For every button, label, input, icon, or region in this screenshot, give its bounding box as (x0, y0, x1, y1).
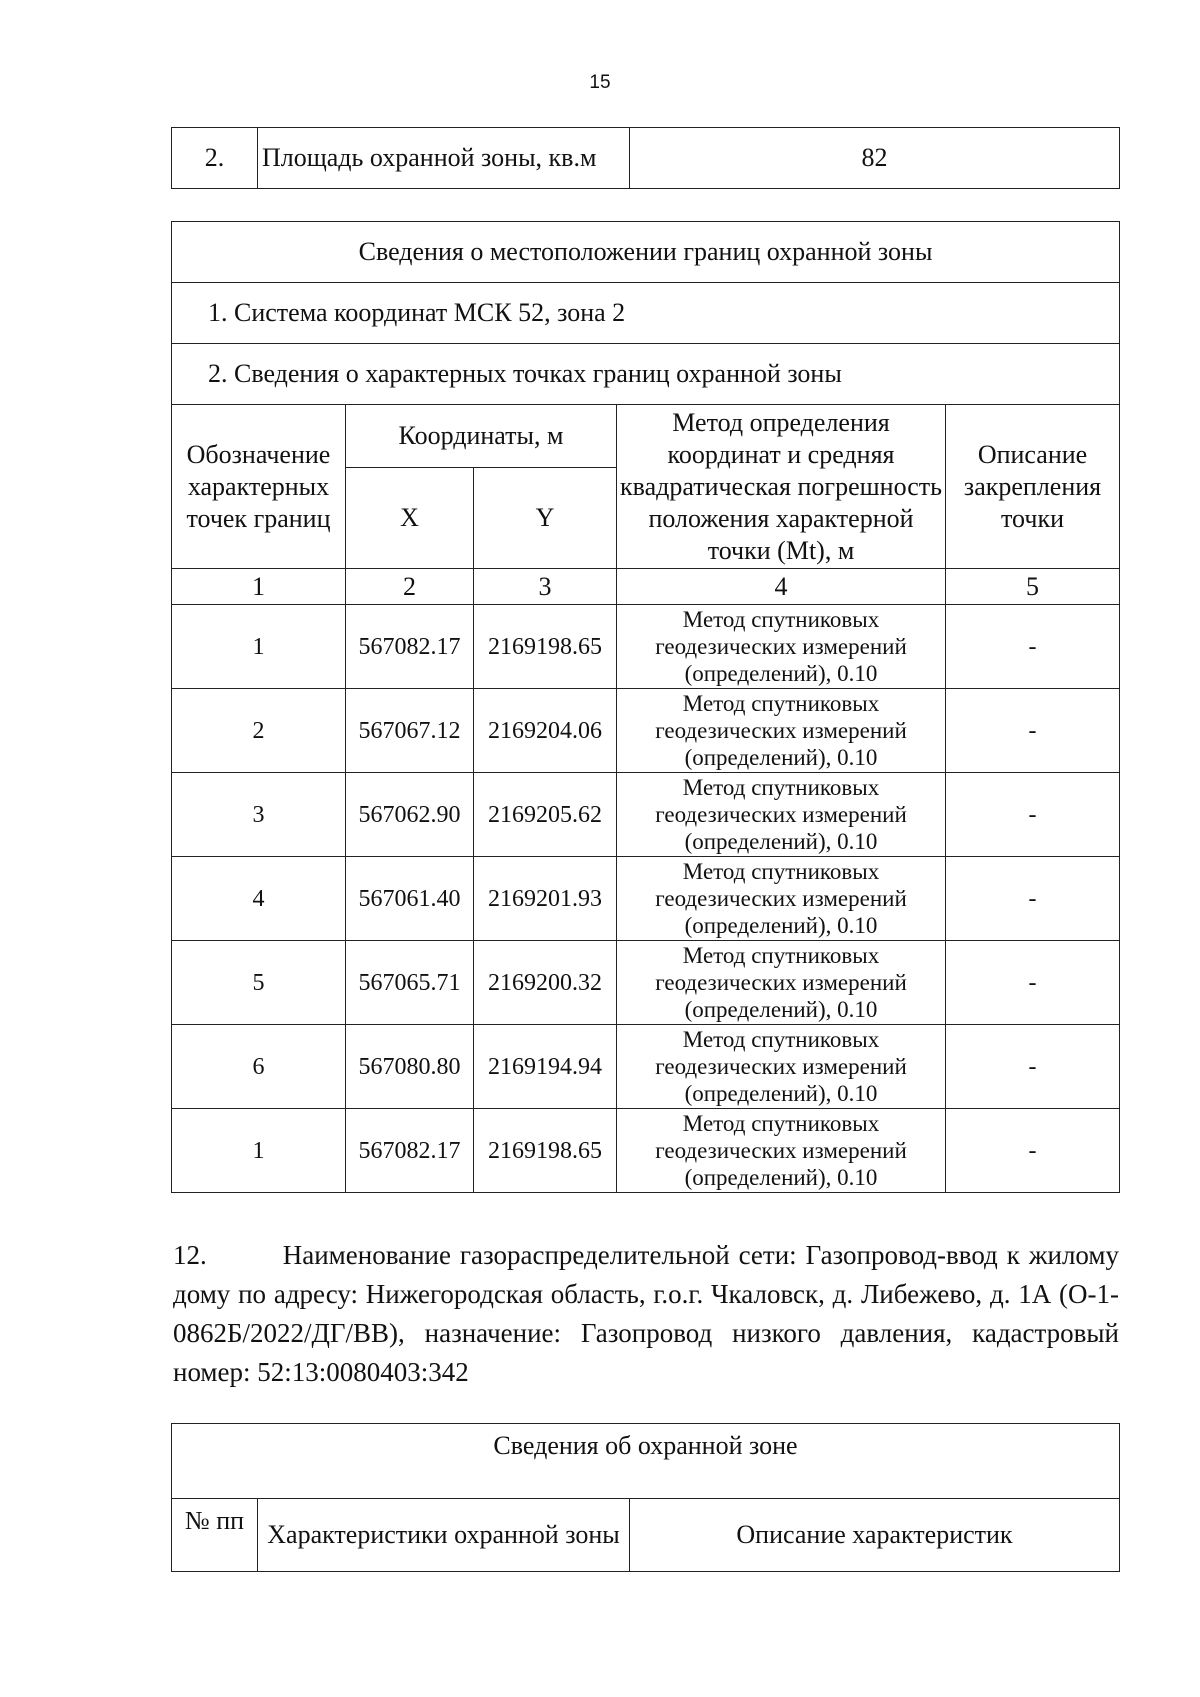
location-title-row (172, 222, 1120, 283)
point-description: - (946, 605, 1120, 689)
column-number: 3 (474, 569, 617, 605)
zone-info-header-row (172, 1499, 1120, 1572)
point-y: 2169198.65 (474, 1109, 617, 1193)
area-row-value: 82 (630, 128, 1120, 189)
point-method: Метод спутниковых геодезических измерений (определений), 0.10 (617, 689, 946, 773)
point-y: 2169194.94 (474, 1025, 617, 1109)
points-title-row (172, 344, 1120, 405)
header-coords: Координаты, м (346, 405, 617, 468)
header-designation: Обозначение характерных точек границ (172, 405, 346, 569)
point-x: 567061.40 (346, 857, 474, 941)
header-x: X (346, 468, 474, 569)
point-description: - (946, 689, 1120, 773)
location-table (171, 221, 1120, 1193)
area-row-label: Площадь охранной зоны, кв.м (258, 128, 630, 189)
area-row (172, 128, 1120, 189)
point-id: 2 (172, 689, 346, 773)
point-x: 567065.71 (346, 941, 474, 1025)
point-description: - (946, 941, 1120, 1025)
column-number: 2 (346, 569, 474, 605)
zone-info-title-row (172, 1424, 1120, 1499)
table-row (172, 1109, 1120, 1193)
table-row (172, 941, 1120, 1025)
point-id: 3 (172, 773, 346, 857)
point-id: 1 (172, 1109, 346, 1193)
point-x: 567080.80 (346, 1025, 474, 1109)
zone-info-table (171, 1423, 1120, 1572)
point-description: - (946, 1025, 1120, 1109)
section-12-text: Наименование газораспределительной сети: Газопровод-ввод к жилому дому по адресу: Нижегородская область, г.о.г. Чкаловск, д. Либежево, д. 1А (О-1-0862Б/2022/ДГ/ВВ), назначение: Газопровод низкого давления, кадастровый номер: 52:13:0080403:342 (173, 1240, 1119, 1387)
coord-system-row (172, 283, 1120, 344)
location-title: Сведения о местоположении границ охранной зоны (172, 222, 1120, 283)
point-x: 567082.17 (346, 1109, 474, 1193)
column-number: 1 (172, 569, 346, 605)
point-method: Метод спутниковых геодезических измерений (определений), 0.10 (617, 773, 946, 857)
zone-info-col-number: № пп (172, 1499, 258, 1572)
header-row (172, 405, 1120, 468)
table-row (172, 689, 1120, 773)
point-id: 1 (172, 605, 346, 689)
point-x: 567062.90 (346, 773, 474, 857)
column-number: 4 (617, 569, 946, 605)
point-x: 567067.12 (346, 689, 474, 773)
point-x: 567082.17 (346, 605, 474, 689)
point-y: 2169205.62 (474, 773, 617, 857)
header-y: Y (474, 468, 617, 569)
section-12-paragraph (173, 1236, 1119, 1392)
point-y: 2169204.06 (474, 689, 617, 773)
point-description: - (946, 857, 1120, 941)
point-method: Метод спутниковых геодезических измерений (определений), 0.10 (617, 1025, 946, 1109)
table-row (172, 857, 1120, 941)
section-12-number: 12. (173, 1240, 207, 1270)
point-id: 4 (172, 857, 346, 941)
point-y: 2169200.32 (474, 941, 617, 1025)
header-method: Метод определения координат и средняя квадратическая погрешность положения характерной точки (Mt), м (617, 405, 946, 569)
point-description: - (946, 773, 1120, 857)
coord-system: 1. Система координат МСК 52, зона 2 (172, 283, 1120, 344)
page-number: 15 (589, 72, 611, 93)
column-numbers-row (172, 569, 1120, 605)
points-title: 2. Сведения о характерных точках границ охранной зоны (172, 344, 1120, 405)
point-y: 2169201.93 (474, 857, 617, 941)
zone-info-col-characteristics: Характеристики охранной зоны (258, 1499, 630, 1572)
point-method: Метод спутниковых геодезических измерений (определений), 0.10 (617, 941, 946, 1025)
point-id: 5 (172, 941, 346, 1025)
column-number: 5 (946, 569, 1120, 605)
point-method: Метод спутниковых геодезических измерений (определений), 0.10 (617, 605, 946, 689)
point-method: Метод спутниковых геодезических измерений (определений), 0.10 (617, 1109, 946, 1193)
area-table (171, 127, 1120, 189)
point-method: Метод спутниковых геодезических измерений (определений), 0.10 (617, 857, 946, 941)
point-id: 6 (172, 1025, 346, 1109)
table-row (172, 1025, 1120, 1109)
table-row (172, 773, 1120, 857)
point-description: - (946, 1109, 1120, 1193)
header-description: Описание закрепления точки (946, 405, 1120, 569)
point-y: 2169198.65 (474, 605, 617, 689)
area-row-number: 2. (172, 128, 258, 189)
zone-info-title: Сведения об охранной зоне (172, 1424, 1120, 1499)
zone-info-col-description: Описание характеристик (630, 1499, 1120, 1572)
table-row (172, 605, 1120, 689)
